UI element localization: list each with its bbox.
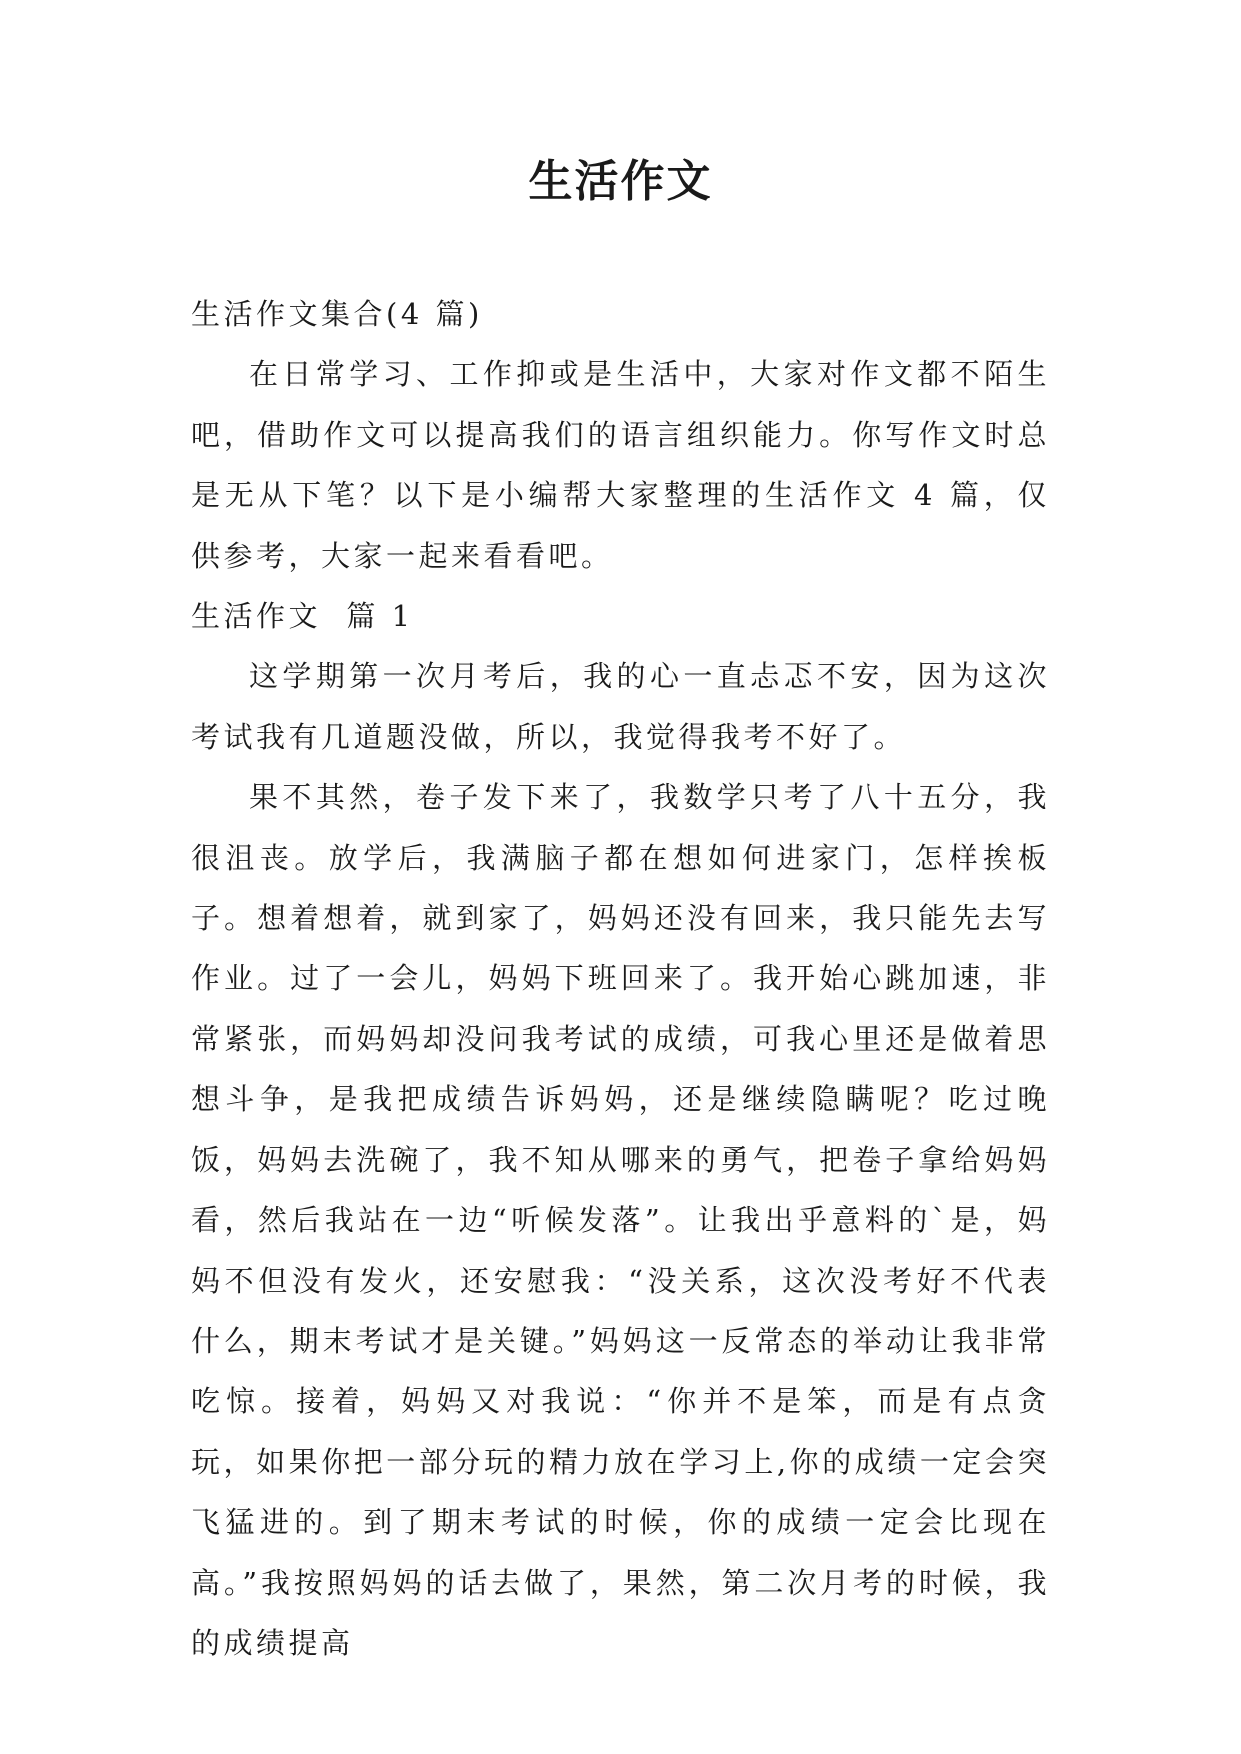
document-body [191,284,1050,1673]
essay-1-paragraph-1: 这学期第一次月考后，我的心一直忐忑不安，因为这次考试我有几道题没做，所以，我觉得我考不好了。 [191,659,1050,754]
collection-heading: 生活作文集合(4 篇) [191,297,483,331]
essay-1-heading: 生活作文 篇 1 [191,599,414,634]
intro-paragraph: 在日常学习、工作抑或是生活中，大家对作文都不陌生吧，借助作文可以提高我们的语言组织能力。你写作文时总是无从下笔？以下是小编帮大家整理的生活作文 4 篇，仅供参考，大家一起来看看吧。 [191,357,1050,573]
document-title: 生活作文 [528,156,713,207]
essay-1-paragraph-2: 果不其然，卷子发下来了，我数学只考了八十五分，我很沮丧。放学后，我满脑子都在想如何进家门，怎样挨板子。想着想着，就到家了，妈妈还没有回来，我只能先去写作业。过了一会儿，妈妈下班回来了。我开始心跳加速，非常紧张，而妈妈却没问我考试的成绩，可我心里还是做着思想斗争，是我把成绩告诉妈妈，还是继续隐瞒呢？吃过晚饭，妈妈去洗碗了，我不知从哪来的勇气，把卷子拿给妈妈看，然后我站在一边“听候发落”。让我出乎意料的`是，妈妈不但没有发火，还安慰我：“没关系，这次没考好不代表什么，期末考试才是关键。”妈妈这一反常态的举动让我非常吃惊。接着，妈妈又对我说：“你并不是笨，而是有点贪玩，如果你把一部分玩的精力放在学习上,你的成绩一定会突飞猛进的。到了期末考试的时候，你的成绩一定会比现在高。”我按照妈妈的话去做了，果然，第二次月考的时候，我的成绩提高 [191,780,1050,1660]
